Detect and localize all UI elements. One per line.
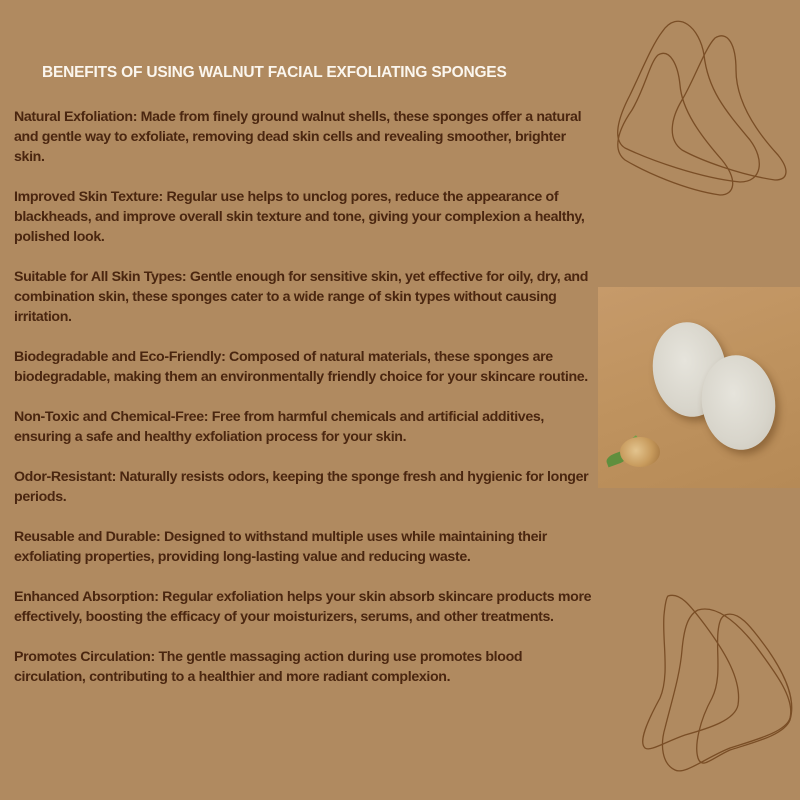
benefit-odor-resistant: Odor-Resistant: Naturally resists odors, keeping the sponge fresh and hygienic for longer periods. xyxy=(14,469,589,505)
benefit-all-skin-types: Suitable for All Skin Types: Gentle enough for sensitive skin, yet effective for oily, dry, and combination skin, these sponges cater to a wide range of skin types without causing irritation. xyxy=(14,269,589,325)
benefit-improved-skin-texture: Improved Skin Texture: Regular use helps to unclog pores, reduce the appearance of blackheads, and improve overall skin texture and tone, giving your complexion a healthy, polished look. xyxy=(14,189,585,245)
page-title: BENEFITS OF USING WALNUT FACIAL EXFOLIATING SPONGES xyxy=(42,64,507,81)
product-image xyxy=(598,287,800,488)
benefit-natural-exfoliation: Natural Exfoliation: Made from finely ground walnut shells, these sponges offer a natural and gentle way to exfoliate, removing dead skin cells and revealing smoother, brighter skin. xyxy=(14,109,582,165)
decorative-lines-bottom-icon xyxy=(590,580,800,800)
decorative-lines-top-icon xyxy=(590,0,800,220)
benefit-non-toxic: Non-Toxic and Chemical-Free: Free from harmful chemicals and artificial additives, ensuring a safe and healthy exfoliation process for your skin. xyxy=(14,409,545,445)
benefit-promotes-circulation: Promotes Circulation: The gentle massaging action during use promotes blood circulation, contributing to a healthier and more radiant complexion. xyxy=(14,649,523,685)
benefits-list xyxy=(14,107,592,707)
benefit-biodegradable: Biodegradable and Eco-Friendly: Composed of natural materials, these sponges are biodegradable, making them an environmentally friendly choice for your skincare routine. xyxy=(14,349,588,385)
walnut-icon xyxy=(620,437,660,467)
benefit-reusable: Reusable and Durable: Designed to withstand multiple uses while maintaining their exfoliating properties, providing long-lasting value and reducing waste. xyxy=(14,529,547,565)
benefit-enhanced-absorption: Enhanced Absorption: Regular exfoliation helps your skin absorb skincare products more effectively, boosting the efficacy of your moisturizers, serums, and other treatments. xyxy=(14,589,592,625)
